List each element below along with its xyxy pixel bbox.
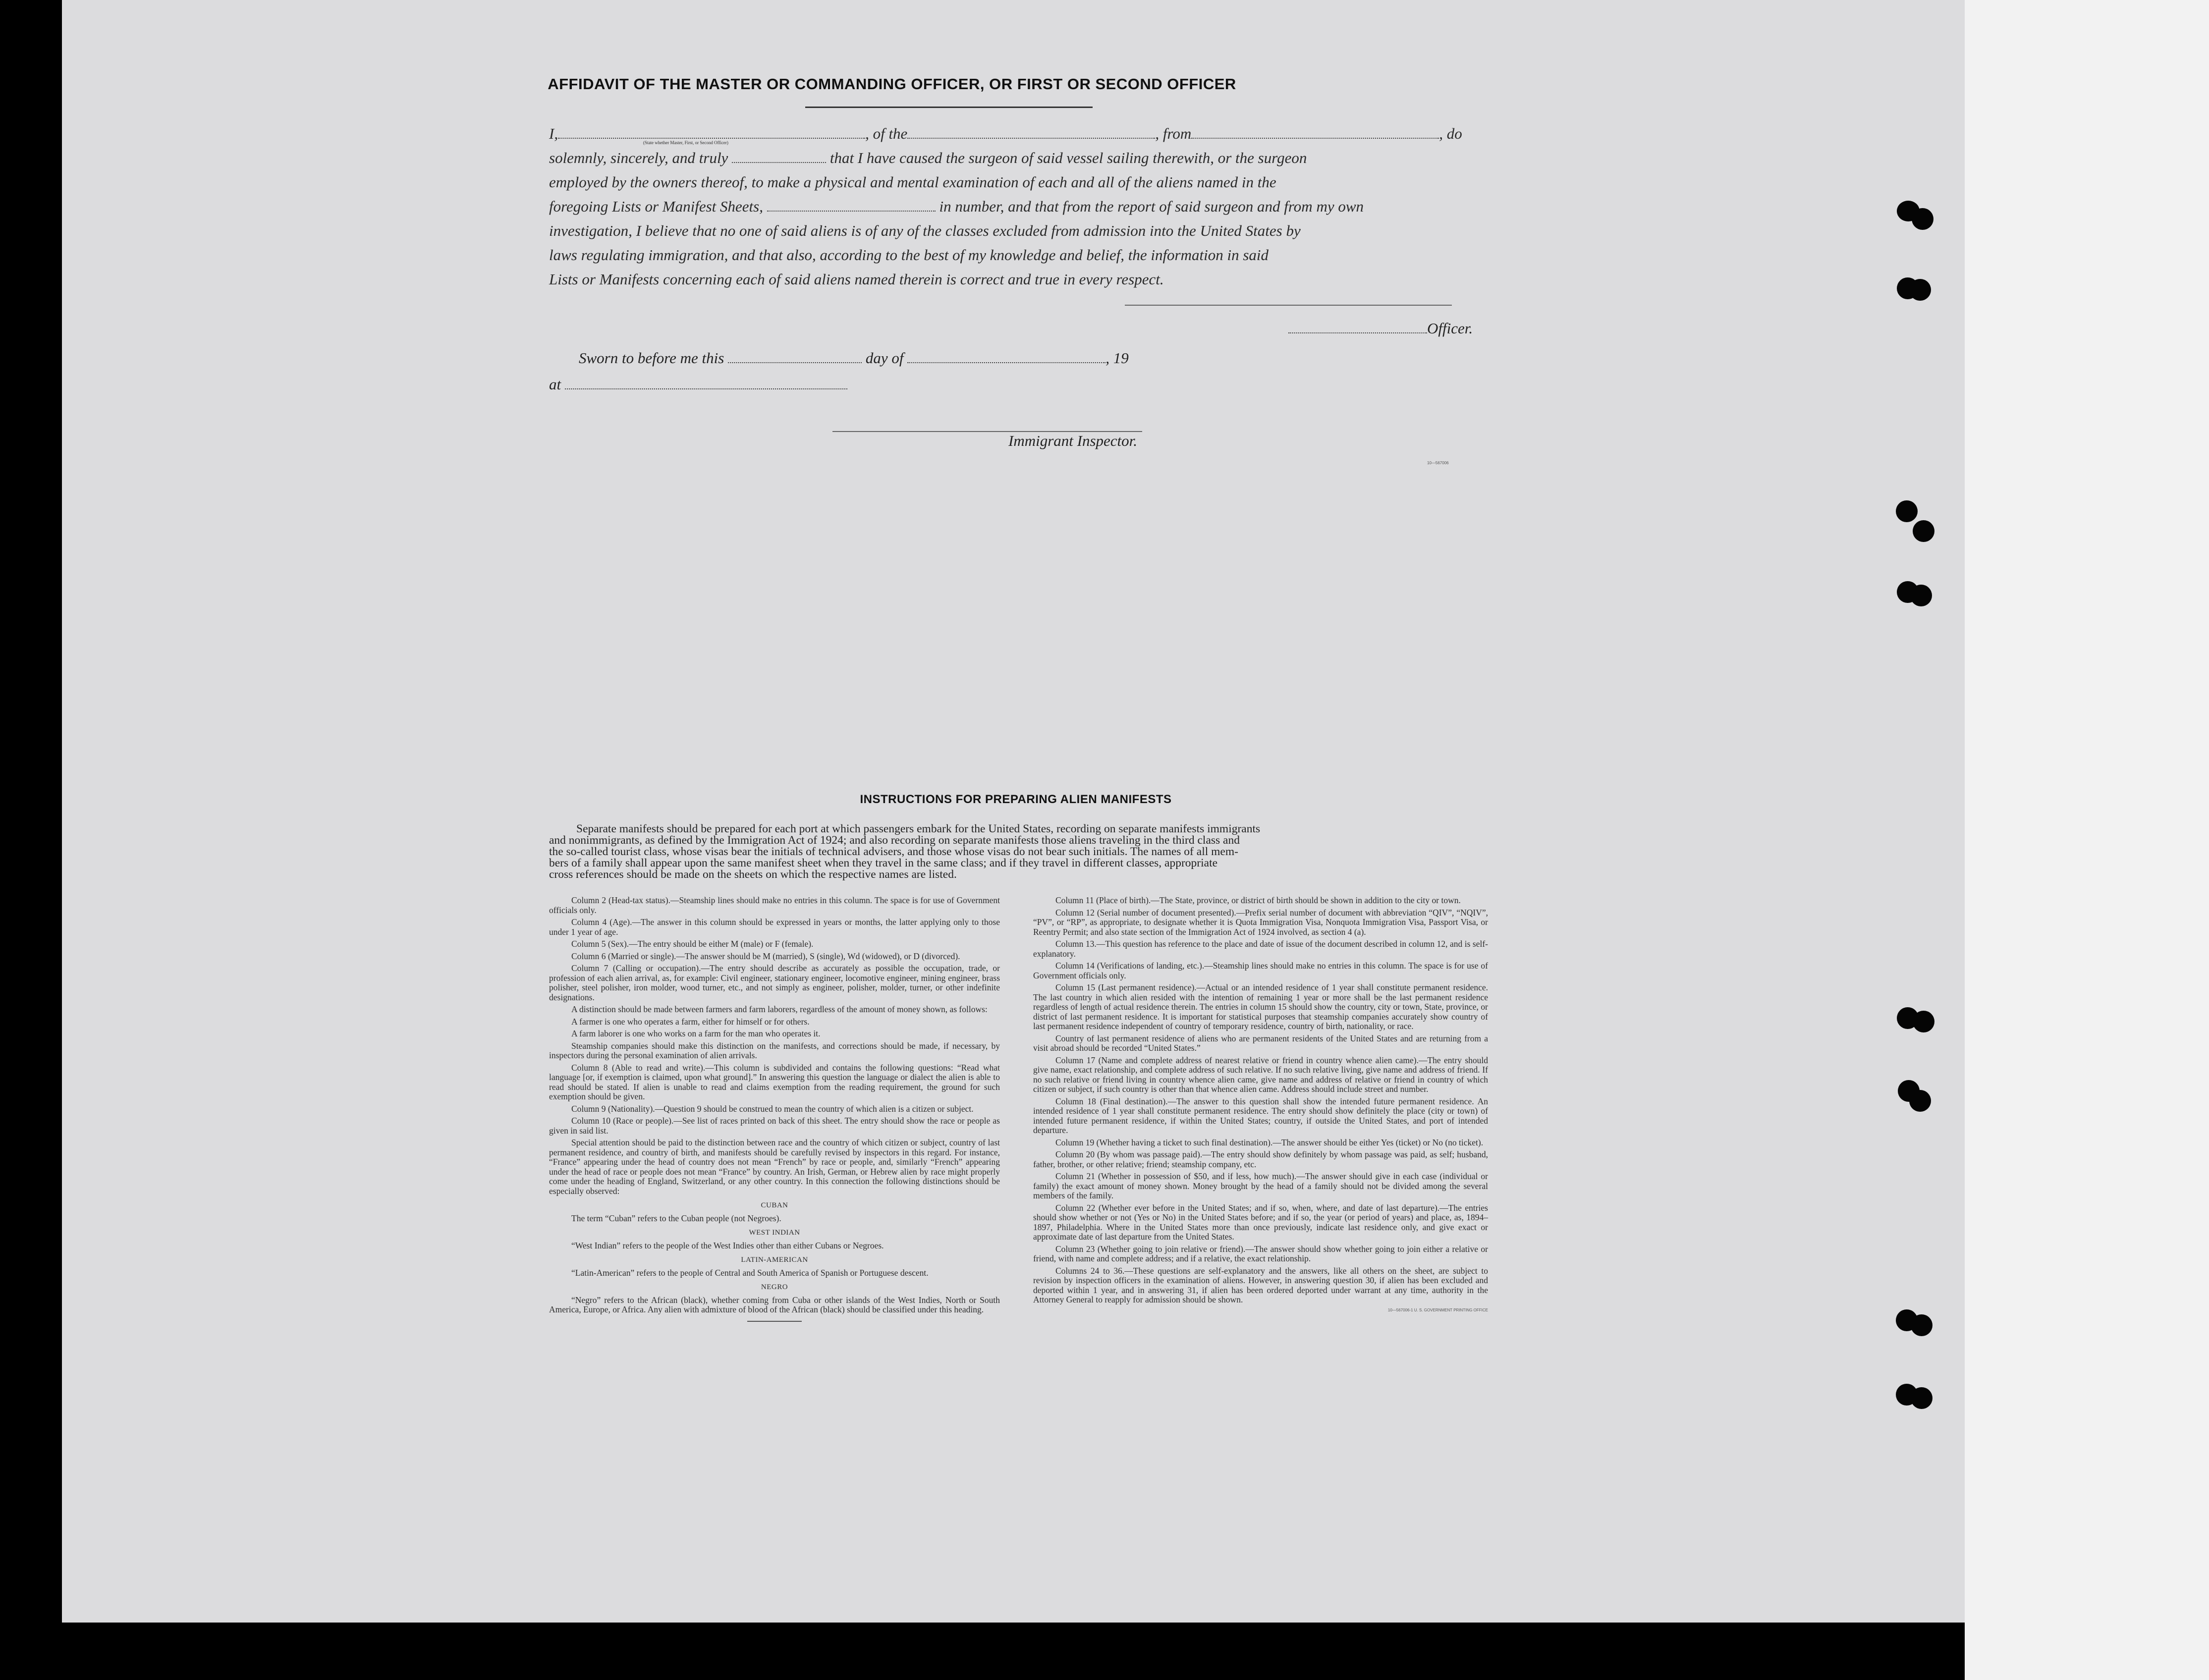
instruction-paragraph: Country of last permanent residence of aliens who are permanent residents of the United States and are returning from a visit abroad should be recorded “United States.” [1033,1033,1488,1053]
instruction-paragraph: Column 17 (Name and complete address of nearest relative or friend in country whence alien came).—The entry should give name, exact relationship, and complete address of such relative. If no such relative living, give name and address of friend. If no such relative or friend living in country whence alien came, give name and address of relative or friend in country of which citizen or subject, if such country is other than that whence alien came. Address should include street and number. [1033,1055,1488,1094]
affidavit-surgeon-text: that I have caused the surgeon of said vessel sailing therewith, or the surgeon [829,149,1307,166]
at-line [549,376,847,393]
signature-line [1125,305,1452,306]
instruction-paragraph: Column 23 (Whether going to join relative or friend).—The answer should show whether going to join either a relative or friend, with name and complete address; and if a relative, the exact relationship. [1033,1244,1488,1263]
instruction-paragraph: Column 22 (Whether ever before in the United States; and if so, when, where, and date of last departure).—The entries should show whether or not (Yes or No) in the United States before; and if so, the year (or period of years) and place, as, 1894–1897, Philadelphia. Where in the United States more than once previously, indicate last residence only, and give exact or approximate date of last departure from the United States. [1033,1202,1488,1242]
instructions-right-column [1033,896,1488,1315]
affidavit-line-2 [549,146,1485,170]
punch-hole [1913,520,1934,542]
instruction-paragraph: Column 18 (Final destination).—The answer to this question shall show the intended future permanent residence. An intended residence of 1 year shall constitute permanent residence. The entry should show definitely the place (city or town) of intended future permanent residence, if within the United States; country, if outside the United States, and port of intended departure. [1033,1096,1488,1135]
instructions-left-column [549,896,1000,1322]
instruction-paragraph: “Latin-American” refers to the people of Central and South America of Spanish or Portuguese descent. [571,1267,929,1278]
punch-hole [1913,1011,1934,1032]
affidavit-line-7: Lists or Manifests concerning each of said aliens named therein is correct and true in every respect. [549,271,1164,288]
affidavit-line-4 [549,194,1485,218]
instruction-paragraph: A farmer is one who operates a farm, either for himself or for others. [571,1016,810,1027]
instruction-paragraph: Column 5 (Sex).—The entry should be either M (male) or F (female). [571,939,814,949]
state-note: (State whether Master, First, or Second Officer) [643,140,728,145]
scan-margin [1965,0,2209,1680]
instruction-paragraph: Column 20 (By whom was passage paid).—The entry should show definitely by whom passage was paid, as self; husband, father, brother, or other relative; friend; steamship company, etc. [1033,1149,1488,1169]
intro-line: and nonimmigrants, as defined by the Immigration Act of 1924; and also recording on separate manifests those aliens traveling in the third class and [549,834,1240,847]
affidavit-do: , do [1439,125,1462,142]
instruction-paragraph: Column 11 (Place of birth).—The State, province, or district of birth should be shown in addition to the city or town. [1055,895,1461,905]
affidavit-solemnly: solemnly, sincerely, and truly [549,149,728,166]
instruction-paragraph: Column 6 (Married or single).—The answer should be M (married), S (single), Wd (widowed), or D (divorced). [571,951,960,961]
punch-hole [1896,500,1918,522]
affidavit-line-3: employed by the owners thereof, to make a physical and mental examination of each and all of the aliens named in the [549,173,1276,191]
instructions-intro [549,823,1491,880]
affidavit-from: , from [1155,125,1192,142]
affidavit-of-the: , of the [865,125,908,142]
affidavit-i: I, [549,125,558,142]
instruction-paragraph: “West Indian” refers to the people of the West Indies other than either Cubans or Negroes. [571,1240,884,1250]
affidavit-body [549,121,1485,291]
affidavit-foregoing: foregoing Lists or Manifest Sheets, [549,198,763,215]
heading-latin-american: LATIN-AMERICAN [741,1256,808,1264]
affidavit-title: AFFIDAVIT OF THE MASTER OR COMMANDING OFFICER, OR FIRST OR SECOND OFFICER [548,75,1236,93]
instruction-paragraph: Column 13.—This question has reference to the place and date of issue of the document described in column 12, and is self-explanatory. [1033,939,1488,959]
instruction-paragraph: The term “Cuban” refers to the Cuban people (not Negroes). [571,1213,781,1223]
punch-hole [1909,279,1931,301]
punch-hole [1911,1314,1933,1336]
affidavit-line-5: investigation, I believe that no one of said aliens is of any of the classes excluded from admission into the United States by [549,222,1301,239]
instruction-paragraph: Column 19 (Whether having a ticket to such final destination).—The answer should be either Yes (ticket) or No (no ticket). [1055,1137,1484,1147]
footer-code: 10—567006-1 U. S. GOVERNMENT PRINTING OFFICE [1387,1307,1488,1312]
instruction-paragraph: A distinction should be made between farmers and farm laborers, regardless of the amount of money shown, as follows: [571,1004,988,1014]
instruction-paragraph: Columns 24 to 36.—These questions are self-explanatory and the answers, like all others on the sheet, are subject to revision by inspection officers in the examination of aliens. However, in answering question 30, if alien has been excluded and deported within 1 year, and in answering 31, if alien has been ordered deported under warrant at any time, authority in the Attorney General to reapply for admission should be shown. [1033,1265,1488,1304]
instructions-title: INSTRUCTIONS FOR PREPARING ALIEN MANIFESTS [860,793,1172,806]
inspector-label: Immigrant Inspector. [1008,432,1138,449]
punch-hole [1909,1090,1931,1112]
intro-line: bers of a family shall appear upon the same manifest sheet when they travel in the same class; and if they travel in different classes, appropriate [549,857,1218,869]
instruction-paragraph: Column 9 (Nationality).—Question 9 should be construed to mean the country of which alien is a citizen or subject. [571,1103,974,1114]
title-divider [805,107,1093,108]
year-label: , 19 [1105,349,1129,367]
heading-negro: NEGRO [761,1283,788,1291]
instruction-paragraph: Column 21 (Whether in possession of $50, and if less, how much).—The answer should give in each case (individual or family) the exact amount of money shown. Money brought by the head of a family should not be divided among the several members of the family. [1033,1171,1488,1200]
column-end-rule [747,1321,802,1322]
form-code: 10—567006 [1427,461,1449,465]
officer-label: Officer. [1427,320,1473,337]
day-of-label: day of [865,349,904,367]
punch-hole [1912,208,1933,230]
punch-hole [1910,585,1932,606]
instruction-paragraph: Column 8 (Able to read and write).—This column is subdivided and contains the following questions: “Read what language [or, if exemption is claimed, upon what ground].” In answering this question the language or dialect the alien is able to read should be stated. If alien is unable to read and claims exemption from the reading requirement, the ground for such exemption should be given. [549,1062,1000,1101]
instruction-paragraph: Column 4 (Age).—The answer in this column should be expressed in years or months, the latter applying only to those under 1 year of age. [549,917,1000,937]
intro-line: Separate manifests should be prepared for each port at which passengers embark for the United States, recording on separate manifests immigrants [576,822,1261,835]
instruction-paragraph: A farm laborer is one who works on a farm for the man who operates it. [571,1029,821,1038]
instruction-paragraph: Special attention should be paid to the distinction between race and the country of which citizen or subject, country of last permanent residence, and country of birth, and manifests should be carefully revised by inspectors in this regard. For instance, “France” appearing under the head of country does not mean “French” by race or people, and, similarly “French” appearing under the head of race or people does not mean “France” by country. An Irish, German, or Hebrew alien by race might properly come under the heading of England, Switzerland, or any other country. In this connection the following distinctions should be especially observed: [549,1138,1000,1196]
sworn-label: Sworn to before me this [579,349,724,367]
punch-hole [1911,1387,1933,1409]
affidavit-in-number: in number, and that from the report of said surgeon and from my own [939,198,1364,215]
instruction-paragraph: Steamship companies should make this distinction on the manifests, and corrections should be made, if necessary, by inspectors during the personal examination of alien arrivals. [549,1040,1000,1060]
officer-signature [1288,320,1473,337]
instruction-paragraph: Column 14 (Verifications of landing, etc.).—Steamship lines should make no entries in this column. The space is for use of Government officials only. [1033,961,1488,980]
instruction-paragraph: Column 15 (Last permanent residence).—Actual or an intended residence of 1 year shall constitute permanent residence. The last country in which alien resided with the intention of remaining 1 year or more shall be the last permanent residence regardless of length of actual residence therein. The entries in column 15 should show the country, city or town, State, province, or district of last permanent residence. It is important for statistical purposes that steamship companies accurately show country of last permanent residence independent of country of temporary residence, country of birth, nationality, or race. [1033,982,1488,1031]
sworn-line [579,349,1129,367]
intro-line: cross references should be made on the sheets on which the respective names are listed. [549,868,957,881]
heading-cuban: CUBAN [761,1201,788,1209]
instruction-paragraph: Column 2 (Head-tax status).—Steamship lines should make no entries in this column. The space is for use of Government officials only. [549,895,1000,915]
instruction-paragraph: Column 12 (Serial number of document presented).—Prefix serial number of document with abbreviation “QIV”, “NQIV”, “PV”, or “RP”, as appropriate, to designate whether it is Quota Immigration Visa, Nonquota Immigration Visa, Passport Visa, or Reentry Permit; and also state section of the Immigration Act of 1924 involved, as section 4 (a). [1033,907,1488,937]
instruction-paragraph: Column 10 (Race or people).—See list of races printed on back of this sheet. The entry should show the race or people as given in said list. [549,1116,1000,1136]
instruction-paragraph: Column 7 (Calling or occupation).—The entry should describe as accurately as possible the occupation, trade, or profession of each alien arrival, as, for example: Civil engineer, stationary engineer, locomotive engineer, mining engineer, brass polisher, steel polisher, iron molder, wood turner, etc., and not simply as engineer, polisher, molder, turner, or other indefinite designations. [549,963,1000,1002]
instruction-paragraph: “Negro” refers to the African (black), whether coming from Cuba or other islands of the West Indies, North or South America, Europe, or Africa. Any alien with admixture of blood of the African (black) should be classified under this heading. [549,1295,1000,1314]
at-label: at [549,376,561,393]
affidavit-line-6: laws regulating immigration, and that also, according to the best of my knowledge and belief, the information in said [549,246,1269,264]
intro-line: the so-called tourist class, whose visas bear the initials of technical advisers, and those whose visas do not bear such initials. The names of all mem- [549,845,1238,858]
heading-west-indian: WEST INDIAN [749,1229,800,1237]
